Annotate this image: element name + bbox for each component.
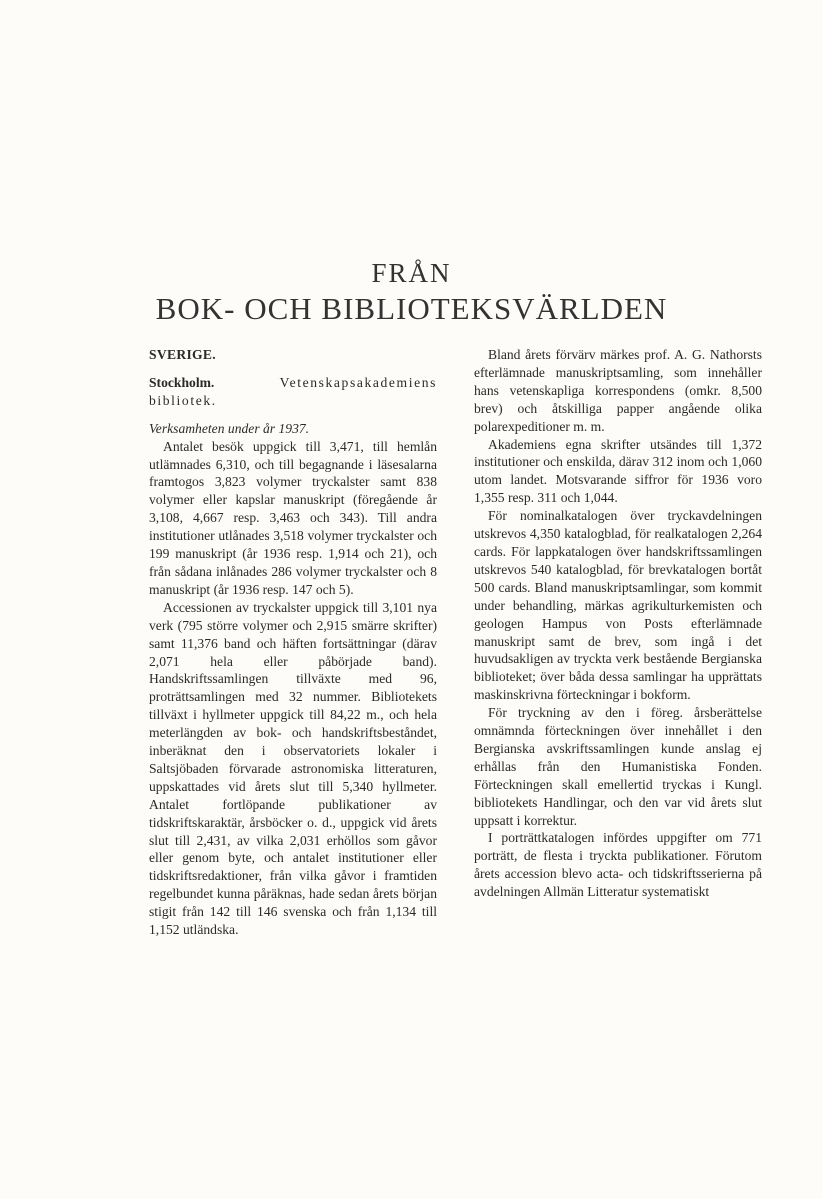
institution-name: Vetenskapsakademiens bibliotek.	[149, 374, 437, 408]
right-column	[474, 346, 762, 901]
left-column	[149, 346, 437, 939]
paragraph: Accessionen av tryckalster uppgick till 3,101 nya verk (795 större volymer och 2,915 smärre skrifter) samt 11,376 band och häften fortsättningar (därav 2,071 hela eller påbörjade band). Handskriftssamlingen tillväxte med 96, proträttsamlingen med 32 nummer. Bibliotekets tillväxt i hyllmeter uppgick till 84,22 m., och hela meterlängden av bok- och handskriftsbeståndet, inberäknat den i observatoriets lokaler i Saltsjöbaden förvarade astronomiska litteraturen, uppskattades vid årets slut till 5,340 hyllmeter. Antalet fortlöpande publikationer av tidskriftskaraktär, årsböcker o. d., uppgick vid årets slut till 2,431, av vilka 2,031 erhöllos som gåvor eller genom byte, och antalet institutioner eller tidskriftsredaktioner, från vilka gåvor i framtiden regelbundet kunna påräknas, hade sedan årets början stigit från 142 till 146 svenska och från 1,134 till 1,152 utländska.	[149, 599, 437, 938]
city-name: Stockholm.	[149, 374, 215, 390]
city-line	[149, 374, 437, 410]
paragraph: I porträttkatalogen infördes uppgifter om 771 porträtt, de flesta i tryckta publikationer. Förutom årets accession blevo acta- och tidskriftsserierna på avdelningen Allmän Litteratur systematiskt	[474, 830, 762, 900]
paragraph: Antalet besök uppgick till 3,471, till hemlån utlämnades 6,310, och till begagnande i läsesalarna framtogos 3,823 volymer tryckalster samt 838 volymer eller kapslar manuskript (föregående år 3,108, 4,667 resp. 3,463 och 343). Till andra institutioner utlånades 3,518 volymer tryckalster och 199 manuskript (år 1936 resp. 1,914 och 21), och från sådana inlånades 286 volymer tryckalster och 8 manuskript (år 1936 resp. 147 och 5).	[149, 438, 437, 597]
heading-from: FRÅN	[371, 258, 452, 288]
paragraph: För tryckning av den i föreg. årsberättelse omnämnda förteckningen över innehållet i den Bergianska avskriftssamlingen kunde anslag ej erhållas från den Humanistiska Fonden. Förteckningen skall emellertid tryckas i Kungl. bibliotekets Handlingar, och den var vid årets slut uppsatt i korrektur.	[474, 705, 762, 828]
subheading: Verksamheten under år 1937.	[149, 420, 310, 436]
heading-book-and-library-world: BOK- OCH BIBLIOTEKSVÄRLDEN	[155, 291, 668, 326]
section-heading: SVERIGE.	[149, 347, 216, 362]
paragraph: Akademiens egna skrifter utsändes till 1,372 institutioner och enskilda, därav 312 inom och 1,060 utom landet. Motsvarande siffror för 1936 voro 1,355 resp. 311 och 1,044.	[474, 436, 762, 506]
paragraph: Bland årets förvärv märkes prof. A. G. Nathorsts efterlämnade manuskriptsamling, som innehåller hans vetenskapliga korrespondens (omkr. 8,500 brev) och åtskilliga papper angående olika polarexpeditioner m. m.	[474, 347, 762, 434]
paragraph: För nominalkatalogen över tryckavdelningen utskrevos 4,350 katalogblad, för realkatalogen 2,264 cards. För lappkatalogen över handskriftssamlingen utskrevos 540 katalogblad, för brevkatalogen bortåt 500 cards. Bland manuskriptsamlingar, som kommit under behandling, märkas agrikulturkemisten och geologen Hampus von Posts efterlämnade manuskript samt de brev, som ingå i det huvudsakligen av tryckta verk bestående Bergianska biblioteket; över båda dessa samlingar ha upprättats maskinskrivna förteckningar i bokform.	[474, 508, 762, 703]
